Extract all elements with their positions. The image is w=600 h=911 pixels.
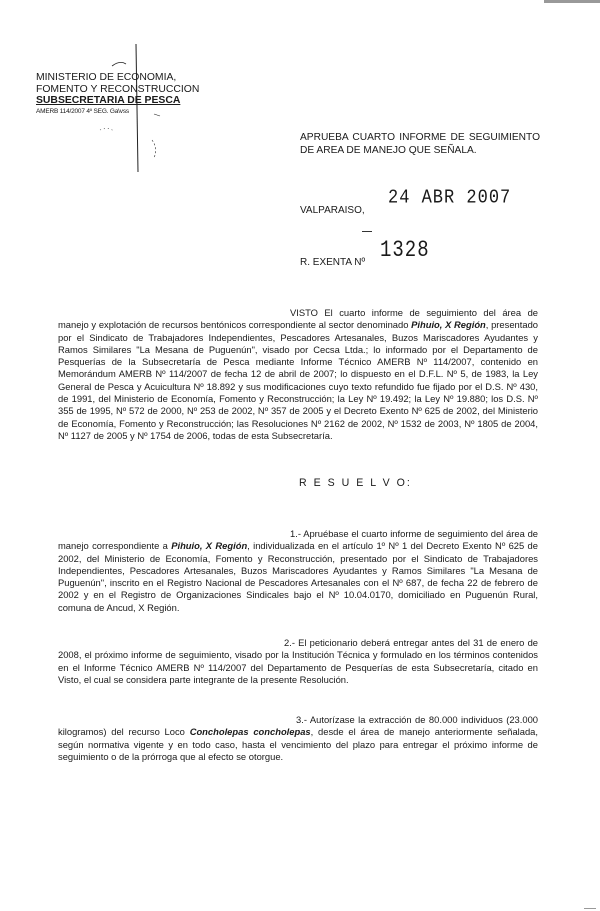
visto-lead: VISTO [290, 307, 318, 318]
official-seal-stamp [92, 44, 178, 174]
ministry-line-1: MINISTERIO DE ECONOMIA, [36, 72, 177, 83]
article-2: 2.- El peticionario deberá entregar antes del 31 de enero de 2008, el próximo informe de seguimiento, visado por la Institución Técnica y formulado en los términos contenidos en el Informe Técnico AMERB Nº 114/2007 del Departamento de Pesquerías de esta Subsecretaría, citado en Visto, el cual se considera parte integrante de la presente Resolución. [58, 637, 538, 685]
place-label: VALPARAISO, [300, 205, 365, 216]
resuelvo-heading: R E S U E L V O: [299, 477, 412, 489]
ministry-line-2: FOMENTO Y RECONSTRUCCION [36, 83, 200, 95]
scan-corner-mark [584, 908, 596, 909]
article-1: 1.- Apruébase el cuarto informe de seguimiento del área de manejo correspondiente a Pihuio, X Región, individualizada en el artículo 1º Nº 1 del Decreto Exento Nº 625 de 2002, del Ministerio de Economía, Fomento y Reconstrucción, presentado por el Sindicato de Trabajadores Independientes, Pescadores Artesanales, Buzos Mariscadores Ayudantes y Ramos Similares "La Mesana de Puguenún", inscrito en el Registro Nacional de Pescadores Artesanales con el Nº 687, de fecha 22 de febrero de 2002 y en el Registro de Organizaciones Sindicales bajo el Nº 10.04.0170, domiciliado en Puguenún Rural, comuna de Ancud, X Región. [58, 528, 539, 613]
subsecretaria-line: SUBSECRETARIA DE PESCA [36, 95, 181, 107]
resolution-date-stamp: 24 ABR 2007 [388, 187, 512, 210]
article-3: 3.- Autorízase la extracción de 80.000 individuos (23.000 kilogramos) del recurso Loco Concholepas concholepas, desde el área de manejo anteriormente señalada, según normativa vigente y en todo caso, hasta el vencimiento del plazo para entregar el próximo informe de seguimiento o de la prórroga que al efecto se otorgue. [58, 714, 538, 762]
reference-code: AMERB 114/2007 4º SEG. Ga\vss [36, 107, 129, 115]
visto-paragraph: VISTO El cuarto informe de seguimiento del área de manejo y explotación de recursos bentónicos correspondiente al sector denominado Pihuio, X Región, presentado por el Sindicato de Trabajadores Independientes, Pescadores Artesanales, Buzos Mariscadores Ayudantes y Ramos Similares "La Mesana de Puguenún", visado por Cecsa Ltda.; lo informado por el Departamento de Pesquerías de la Subsecretaría de Pesca mediante Informe Técnico AMERB Nº 114/2007, contenido en Memorándum AMERB Nº 114/2007 de fecha 12 de abril de 2007; lo dispuesto en el D.F.L. Nº 5, de 1983, la Ley General de Pesca y Acuicultura Nº 18.892 y sus modificaciones cuyo texto refundido fue fijado por el D.S. Nº 430, de 1991, del Ministerio de Economía, Fomento y Reconstrucción; la Ley Nº 19.492; la Ley Nº 19.880; los D.S. Nº 355 de 1995, Nº 572 de 2000, Nº 253 de 2002, Nº 357 de 2005 y el Decreto Exento Nº 625 de 2002, del Ministerio de Economía, Fomento y Reconstrucción; las Resoluciones Nº 2162 de 2002, Nº 1532 de 2003, Nº 1805 de 2004, Nº 1127 de 2005 y Nº 1754 de 2006, todas de esta Subsecretaría. [58, 307, 539, 441]
exenta-label: R. EXENTA Nº [300, 257, 366, 268]
visto-place: Pihuio, X Región [411, 319, 486, 331]
species-name: Concholepas concholepas [189, 726, 311, 738]
exenta-number-stamp: 1328 [380, 236, 430, 264]
scan-edge-mark [544, 0, 600, 3]
resolution-title: APRUEBA CUARTO INFORME DE SEGUIMIENTO DE AREA DE MANEJO QUE SEÑALA. [300, 132, 540, 156]
number-dash-mark [362, 231, 372, 232]
article-1-place: Pihuio, X Región [171, 540, 248, 552]
